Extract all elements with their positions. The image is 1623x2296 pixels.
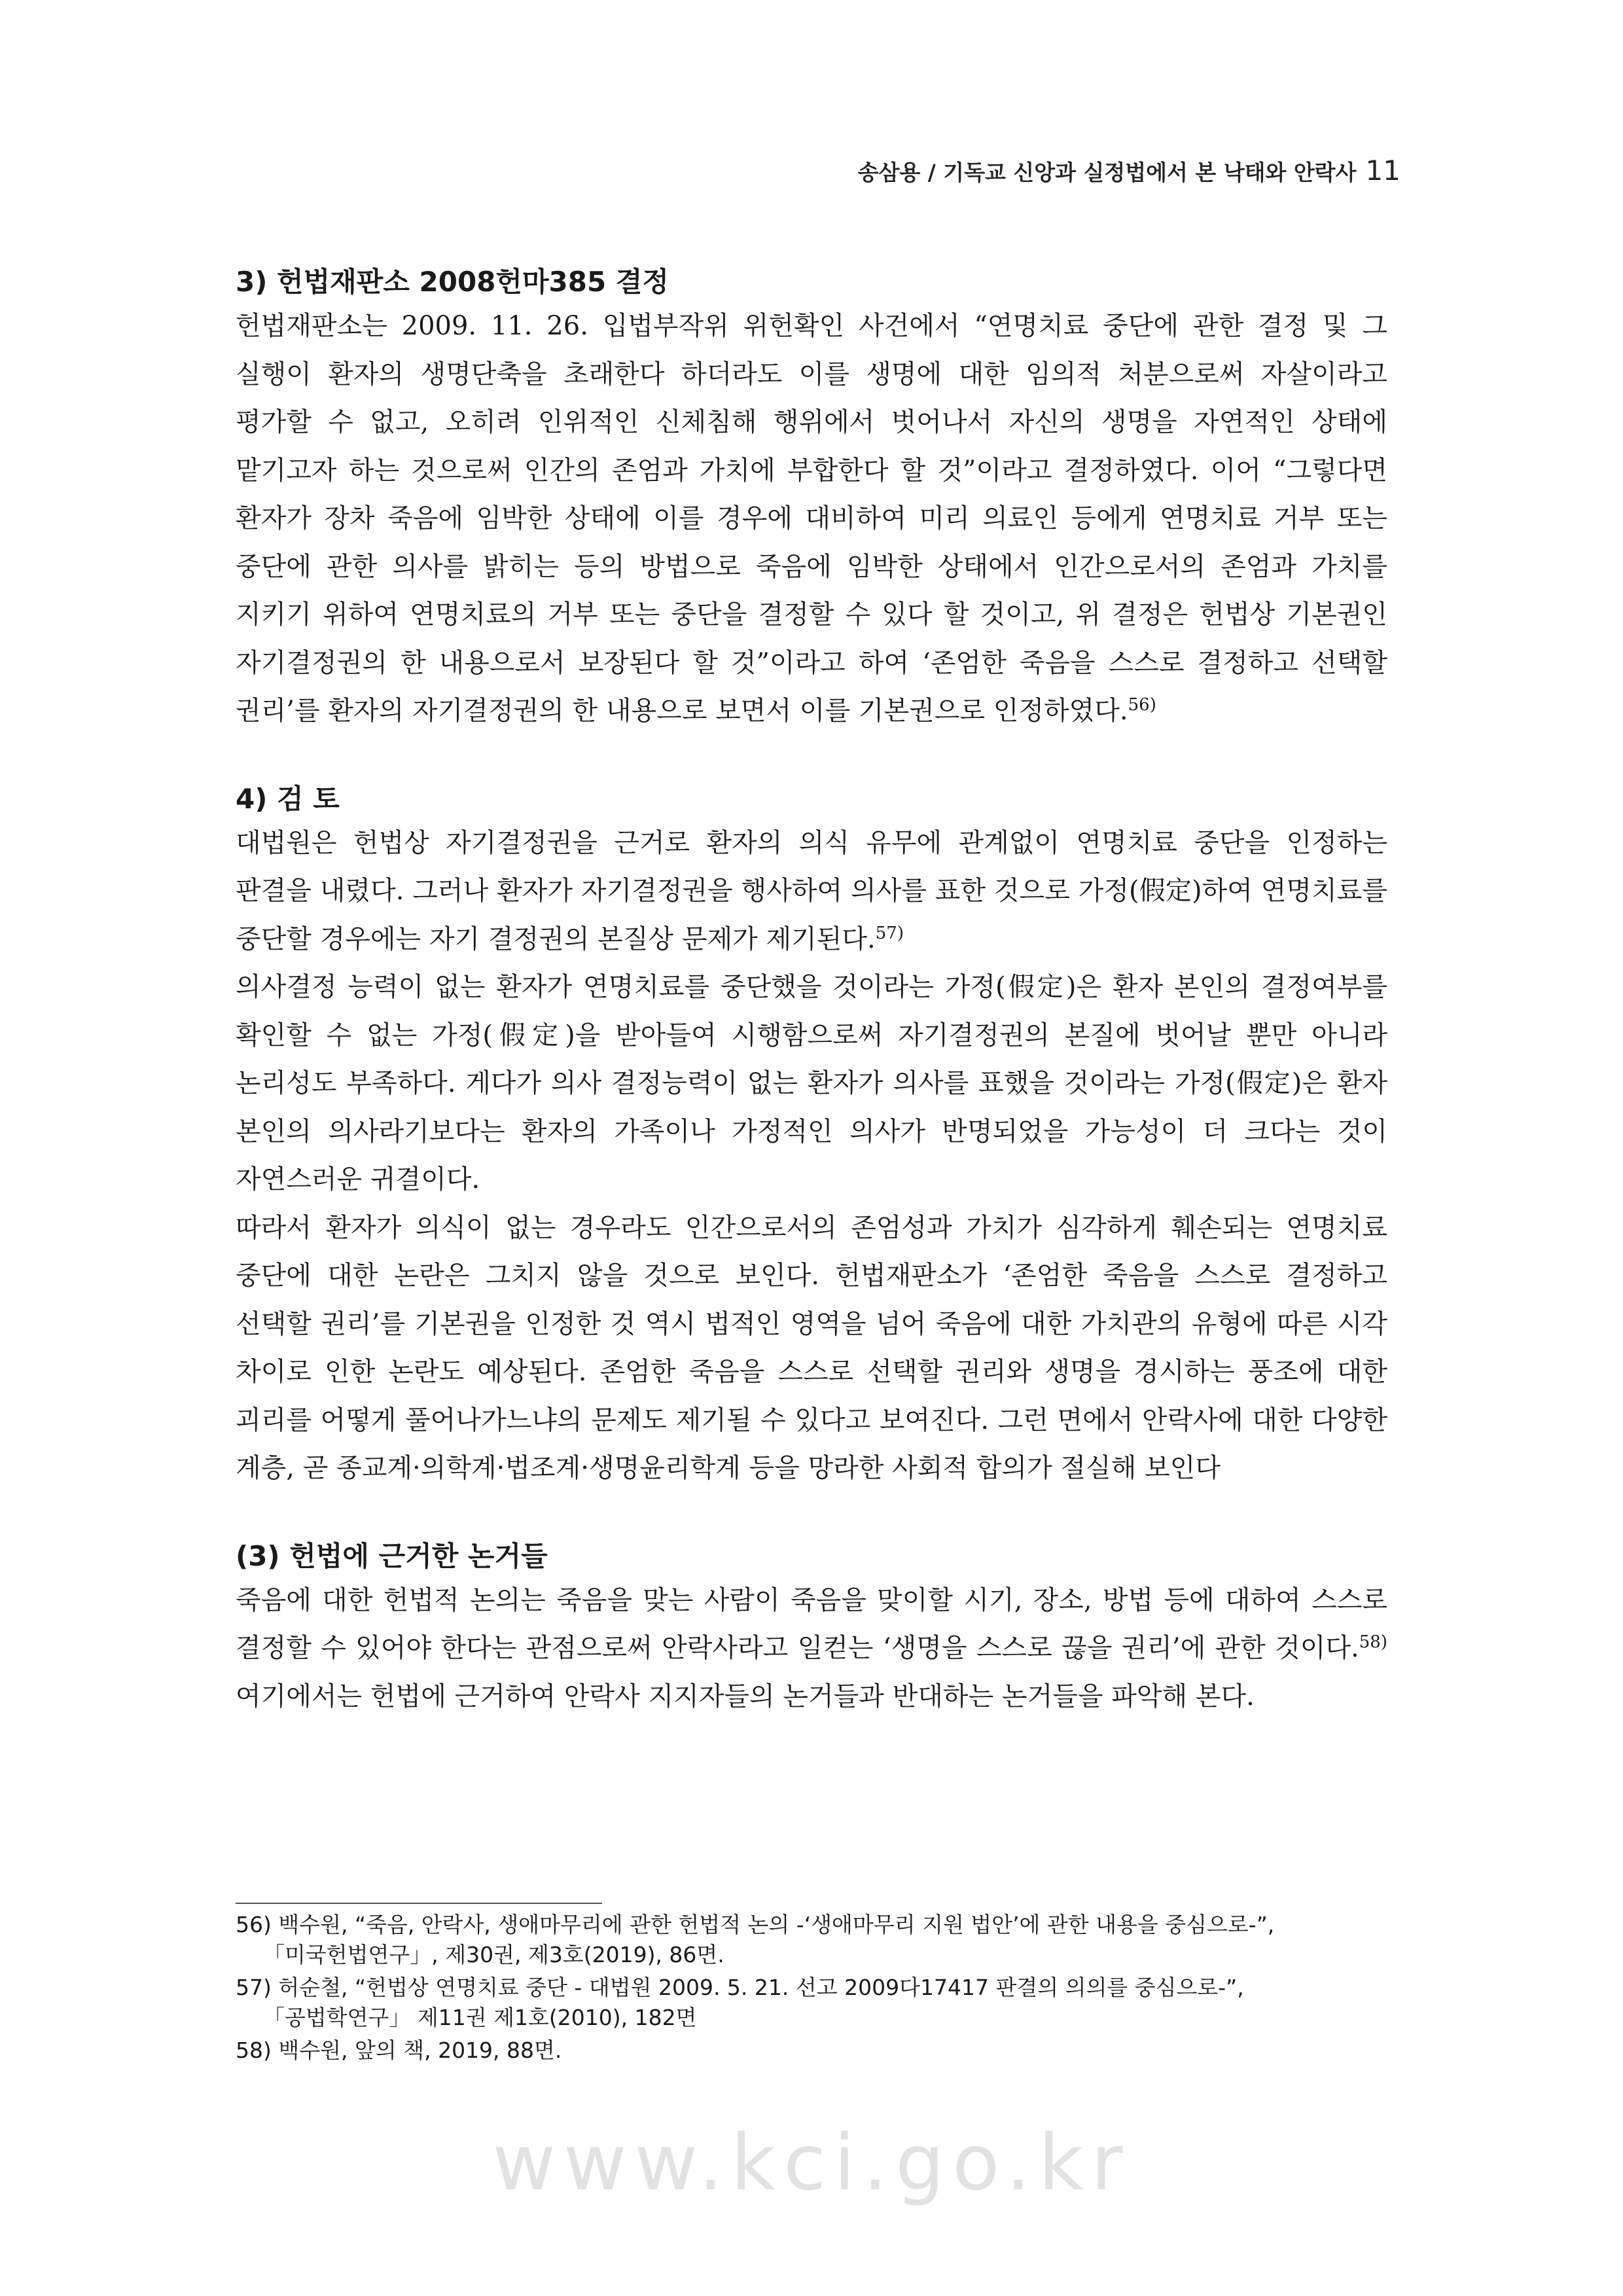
body-paragraph [236, 1577, 1387, 1721]
section-constitutional-court [236, 262, 1387, 736]
footnote-57: 57) 허순철, “헌법상 연명치료 중단 - 대법원 2009. 5. 21. 선고 2009다17417 판결의 의의를 중심으로-”, 「공법학연구」 제11권 제1호(2010), 182면 [236, 1975, 1244, 2030]
footnote-ref-58[interactable]: 58) [1359, 1632, 1387, 1652]
main-content [236, 262, 1387, 1764]
paragraph-text: 대법원은 헌법상 자기결정권을 근거로 환자의 의식 유무에 관계없이 연명치료 중단을 인정하는 판결을 내렸다. 그러나 환자가 자기결정권을 행사하여 의사를 표한 것으로 가정(假定)하여 연명치료를 중단할 경우에는 자기 결정권의 본질상 문제가 제기된다. [236, 827, 1387, 954]
running-header [858, 154, 1400, 187]
section-heading: (3) 헌법에 근거한 논거들 [236, 1539, 548, 1572]
footnote-58: 58) 백수원, 앞의 책, 2019, 88면. [236, 2037, 562, 2063]
section-review [236, 779, 1387, 1493]
body-paragraph: 따라서 환자가 의식이 없는 경우라도 인간으로서의 존엄성과 가치가 심각하게 훼손되는 연명치료 중단에 대한 논란은 그치지 않을 것으로 보인다. 헌법재판소가 ‘존엄한 죽음을 스스로 결정하고 선택할 권리’를 기본권을 인정한 것 역시 법적인 영역을 넘어 죽음에 대한 가치관의 유형에 따른 시각 차이로 인한 논란도 예상된다. 존엄한 죽음을 스스로 선택할 권리와 생명을 경시하는 풍조에 대한 괴리를 어떻게 풀어나가느냐의 문제도 제기될 수 있다고 보여진다. 그런 면에서 안락사에 대한 다양한 계층, 곧 종교계·의학계·법조계·생명윤리학계 등을 망라한 사회적 합의가 절실해 보인다 [236, 1212, 1387, 1483]
section-constitutional-arguments [236, 1536, 1387, 1721]
footnote-ref-56[interactable]: 56) [1128, 695, 1156, 715]
footnote-56: 56) 백수원, “죽음, 안락사, 생애마무리에 관한 헌법적 논의 -‘생애마무리 지원 법안’에 관한 내용을 중심으로-”, 「미국헌법연구」, 제30권, 제3호(2019), 86면. [236, 1912, 1275, 1967]
page-number: 11 [1365, 154, 1400, 187]
section-heading: 3) 헌법재판소 2008헌마385 결정 [236, 266, 669, 298]
body-paragraph: 의사결정 능력이 없는 환자가 연명치료를 중단했을 것이라는 가정(假定)은 환자 본인의 결정여부를 확인할 수 없는 가정(假定)을 받아들여 시행함으로써 자기결정권의 본질에 벗어날 뿐만 아니라 논리성도 부족하다. 게다가 의사 결정능력이 없는 환자가 의사를 표했을 것이라는 가정(假定)은 환자 본인의 의사라기보다는 환자의 가족이나 가정적인 의사가 반명되었을 가능성이 더 크다는 것이 자연스러운 귀결이다. [236, 972, 1387, 1194]
paragraph-text: 죽음에 대한 헌법적 논의는 죽음을 맞는 사람이 죽음을 맞이할 시기, 장소, 방법 등에 대하여 스스로 결정할 수 있어야 한다는 관점으로써 안락사라고 일컫는 ‘생명을 스스로 끊을 권리’에 관한 것이다. [236, 1585, 1387, 1663]
body-paragraph [236, 819, 1387, 964]
footnote-divider [236, 1903, 602, 1904]
footnotes [236, 1910, 1387, 2068]
running-title: 송삼용 / 기독교 신앙과 실정법에서 본 낙태와 안락사 [857, 160, 1357, 185]
paragraph-text: 여기에서는 헌법에 근거하여 안락사 지지자들의 논거들과 반대하는 논거들을 파악해 본다. [236, 1681, 1255, 1712]
paragraph-text: 헌법재판소는 2009. 11. 26. 입법부작위 위헌확인 사건에서 “연명치료 중단에 관한 결정 및 그 실행이 환자의 생명단축을 초래한다 하더라도 이를 생명에 대한 임의적 처분으로써 자살이라고 평가할 수 없고, 오히려 인위적인 신체침해 행위에서 벗어나서 자신의 생명을 자연적인 상태에 맡기고자 하는 것으로써 인간의 존엄과 가치에 부합한다 할 것”이라고 결정하였다. 이어 “그렇다면 환자가 장차 죽음에 임박한 상태에 이를 경우에 대비하여 미리 의료인 등에게 연명치료 거부 또는 중단에 관한 의사를 밝히는 등의 방법으로 죽음에 임박한 상태에서 인간으로서의 존엄과 가치를 지키기 위하여 연명치료의 거부 또는 중단을 결정할 수 있다 할 것이고, 위 결정은 헌법상 기본권인 자기결정권의 한 내용으로서 보장된다 할 것”이라고 하여 ‘존엄한 죽음을 스스로 결정하고 선택할 권리’를 환자의 자기결정권의 한 내용으로 보면서 이를 기본권으로 인정하였다. [236, 311, 1387, 726]
watermark: www.kci.go.kr [492, 2117, 1131, 2208]
section-heading: 4) 검 토 [236, 782, 340, 815]
body-paragraph [236, 302, 1387, 736]
footnote-ref-57[interactable]: 57) [875, 923, 904, 943]
